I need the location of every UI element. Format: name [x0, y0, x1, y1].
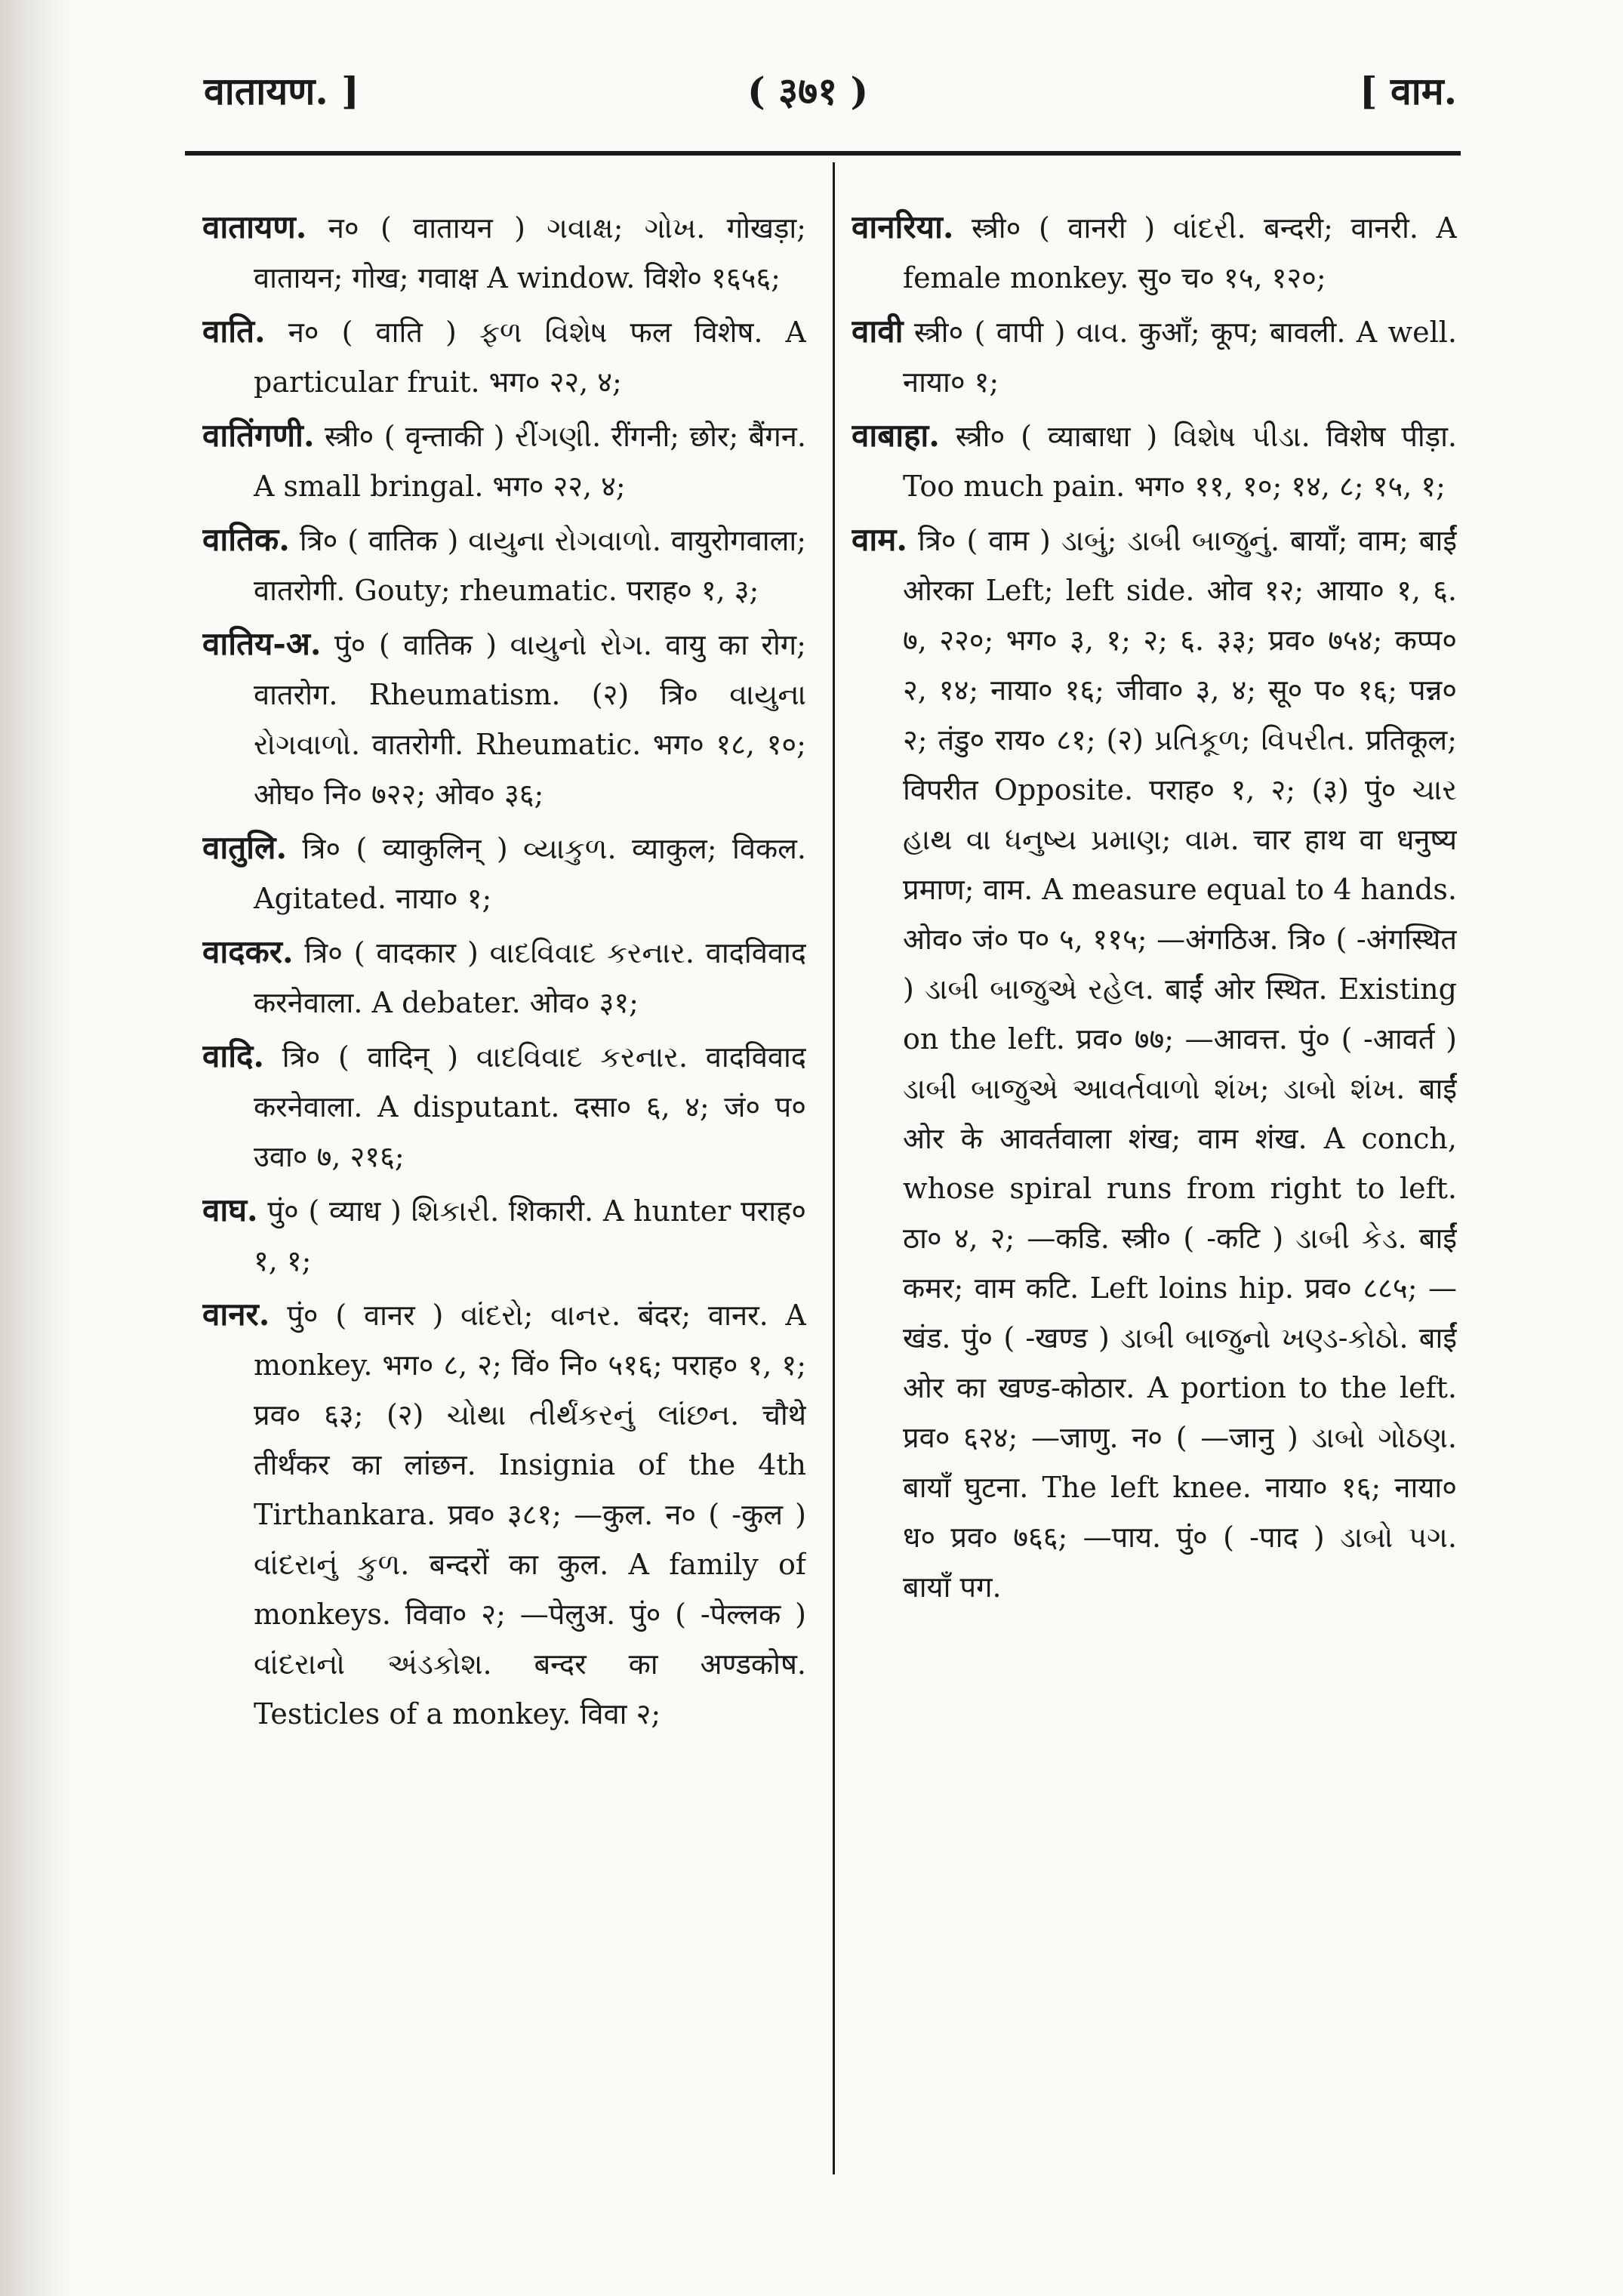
entry-headword: वादि. [202, 1037, 265, 1074]
column-divider [833, 162, 835, 2174]
dictionary-entry [202, 1031, 806, 1182]
dictionary-entry [202, 619, 806, 819]
entry-definition: स्त्री० ( व्याबाधा ) વિશેષ પીડા. विशेष पीड़ा. Too much pain. भग० ११, १०; १४, ८; १५, १; [903, 420, 1457, 503]
dictionary-entry [202, 927, 806, 1028]
dictionary-entry [202, 1290, 806, 1739]
entry-definition: स्त्री० ( वानरी ) વાંદરી. बन्दरी; वानरी. A female monkey. सु० च० १५, १२०; [903, 211, 1457, 294]
entry-headword: वातायण. [202, 208, 307, 245]
right-column [852, 202, 1457, 2180]
page-number: ( ३७१ ) [747, 69, 869, 113]
entry-definition: स्त्री० ( वृन्ताकी ) રીંગણી. रींगनी; छोर; बैंगन. A small bringal. भग० २२, ४; [254, 420, 806, 503]
page-edge [0, 0, 72, 2296]
entry-headword: वातिंगणी. [202, 417, 315, 454]
entry-headword: वादकर. [202, 933, 294, 970]
running-head-right: [ वाम. [1359, 69, 1457, 113]
entry-definition: पुं० ( वानर ) વાંદરો; વાનર. बंदर; वानर. A monkey. भग० ८, २; विं० नि० ५१६; पराह० १, १; प्रव० ६३; (२) ચોથા તીર્થંકરનું લાંછન. चौथे तीर्थंकर का लांछन. Insignia of the 4th Tirthankara. प्रव० ३८१; —कुल. न० ( -कुल ) વાંદરાનું કુળ. बन्दरों का कुल. A family of monkeys. विवा० २; —पेलुअ. पुं० ( -पेल्लक ) વાંદરાનો અંડકોશ. बन्दर का अण्डकोष. Testicles of a monkey. विवा २; [254, 1299, 806, 1730]
dictionary-entry [852, 307, 1457, 407]
entry-definition: त्रि० ( वातिक ) વાયુના રોગવાળો. वायुरोगवाला; वातरोगी. Gouty; rheumatic. पराह० १, ३; [254, 524, 806, 607]
page-header [204, 64, 1457, 125]
dictionary-entry [202, 202, 806, 303]
entry-headword: वाघ. [202, 1191, 258, 1228]
entry-headword: वातिय-अ. [202, 625, 322, 662]
dictionary-entry [852, 411, 1457, 511]
entry-definition: त्रि० ( वादिन् ) વાદવિવાદ કરનાર. वादविवाद करनेवाला. A disputant. दसा० ६, ४; जं० प० उवा० ७, २१६; [254, 1040, 806, 1173]
dictionary-entry [202, 515, 806, 615]
dictionary-entry [202, 411, 806, 511]
entry-headword: वाबाहा. [852, 417, 940, 454]
entry-definition: न० ( वातायन ) ગવાક્ષ; ગોખ. गोखड़ा; वातायन; गोख; गवाक्ष A window. विशे० १६५६; [254, 211, 806, 294]
entry-headword: वानर. [202, 1296, 270, 1333]
dictionary-entry [202, 823, 806, 923]
entry-headword: वाम. [852, 521, 907, 558]
dictionary-entry [202, 307, 806, 407]
entry-definition: त्रि० ( वाम ) ડાબું; ડાબી બાજુનું. बायाँ; वाम; बाईं ओरका Left; left side. ओव १२; आया० १, ६. ७, २२०; भग० ३, १; २; ६. ३३; प्रव० ७५४; कप्प० २, १४; नाया० १६; जीवा० ३, ४; सू० प० १६; पन्न० २; तंडु० राय० ८१; (२) પ્રતિકૂળ; વિપરીત. प्रतिकूल; विपरीत Opposite. पराह० १, २; (३) पुं० ચાર હાથ વા ધનુષ્ય પ્રમાણ; વામ. चार हाथ वा धनुष्य प्रमाण; वाम. A measure equal to 4 hands. ओव० जं० प० ५, ११५; —अंगठिअ. त्रि० ( -अंगस्थित ) ડાબી બાજુએ રહેલ. बाईं ओर स्थित. Existing on the left. प्रव० ७७; —आवत्त. पुं० ( -आवर्त ) ડાબી બાજુએ આવર્તવાળો શંખ; ડાબો શંખ. बाईं ओर के आवर्तवाला शंख; वाम शंख. A conch, whose spiral runs from right to left. ठा० ४, २; —कडि. स्त्री० ( -कटि ) ડાબી કેડ. बाईं कमर; वाम कटि. Left loins hip. प्रव० ८८५; —खंड. पुं० ( -खण्ड ) ડાબી બાજુનો ખણ્ડ-કોઠો. बाईं ओर का खण्ड-कोठार. A portion to the left. प्रव० ६२४; —जाणु. न० ( —जानु ) ડાબો ગોઠણ. बायाँ घुटना. The left knee. नाया० १६; नाया० ध० प्रव० ७६६; —पाय. पुं० ( -पाद ) ડાબો પગ. बायाँ पग. [903, 524, 1457, 1604]
entry-headword: वातिक. [202, 521, 290, 558]
running-head-left: वातायण. ] [204, 69, 359, 113]
entry-definition: त्रि० ( व्याकुलिन् ) વ્યાકુળ. व्याकुल; विकल. Agitated. नाया० १; [254, 832, 806, 915]
dictionary-entry [852, 515, 1457, 1612]
entry-definition: स्त्री० ( वापी ) વાવ. कुआँ; कूप; बावली. A well. नाया० १; [903, 316, 1457, 399]
header-rule [185, 151, 1461, 156]
entry-headword: वावी [852, 313, 904, 350]
entry-definition: त्रि० ( वादकार ) વાદવિવાદ કરનાર. वादविवाद करनेवाला. A debater. ओव० ३१; [254, 936, 806, 1019]
entry-definition: पुं० ( व्याध ) શિકારી. शिकारी. A hunter पराह० १, १; [254, 1194, 806, 1277]
entry-headword: वाति. [202, 313, 266, 350]
left-column [202, 202, 806, 2180]
entry-definition: न० ( वाति ) ફળ વિશેષ फल विशेष. A particular fruit. भग० २२, ४; [254, 316, 806, 399]
entry-headword: वानरिया. [852, 208, 954, 245]
entry-headword: वातुलि. [202, 829, 288, 866]
dictionary-entry [852, 202, 1457, 303]
entry-definition: पुं० ( वातिक ) વાયુનો રોગ. वायु का रोग; वातरोग. Rheumatism. (२) त्रि० વાયુના રોગવાળો. वातरोगी. Rheumatic. भग० १८, १०; ओघ० नि० ७२२; ओव० ३६; [254, 628, 806, 811]
dictionary-entry [202, 1185, 806, 1286]
